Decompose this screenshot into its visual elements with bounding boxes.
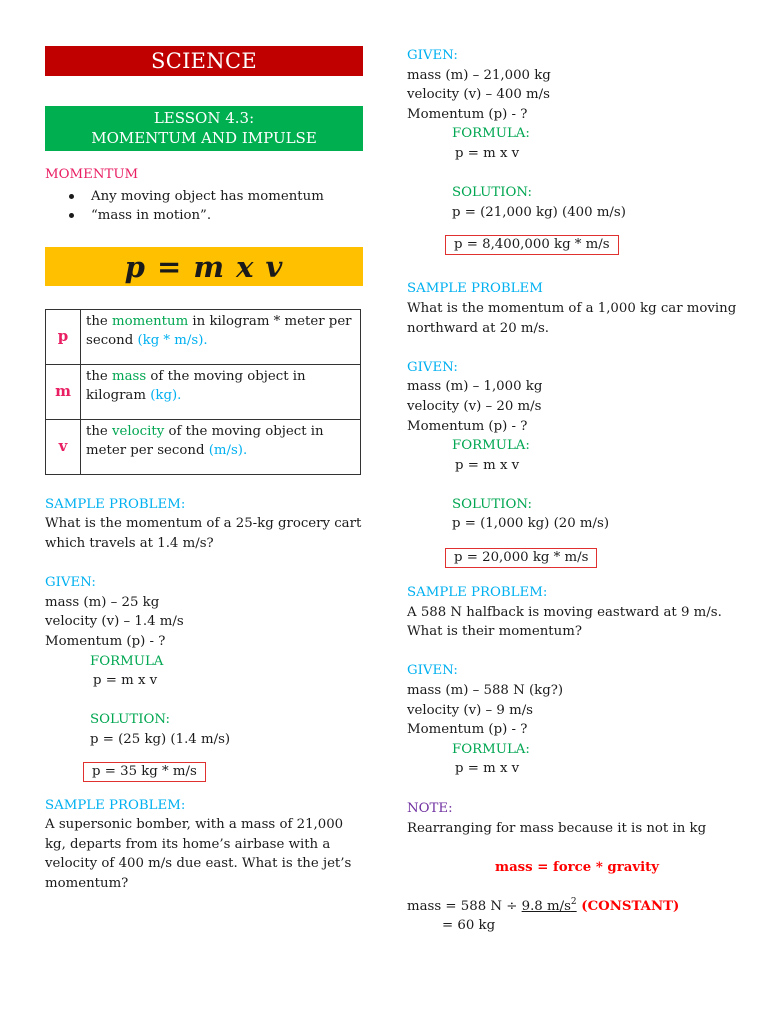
momentum-heading: MOMENTUM xyxy=(45,167,139,182)
formula-heading: FORMULA: xyxy=(452,126,530,142)
given-item: mass (m) – 588 N (kg?) xyxy=(407,683,564,699)
description-m xyxy=(81,364,361,419)
formula-line: p = m x v xyxy=(455,145,520,161)
problem-2-question xyxy=(45,796,363,894)
solution-line: p = (21,000 kg) (400 m/s) xyxy=(452,204,626,220)
solution-heading: SOLUTION: xyxy=(452,496,532,512)
given-item: velocity (v) – 400 m/s xyxy=(407,87,550,103)
key-term: velocity xyxy=(112,423,165,439)
left-column xyxy=(45,46,363,893)
right-column xyxy=(407,46,737,936)
given-item: velocity (v) – 1.4 m/s xyxy=(45,614,184,630)
bullet-item: “mass in motion”. xyxy=(91,206,363,226)
desc-text: the xyxy=(86,368,113,384)
subject-banner: SCIENCE xyxy=(45,46,363,76)
formula-line: p = m x v xyxy=(455,761,520,777)
given-item: mass (m) – 25 kg xyxy=(45,594,160,610)
note-text: Rearranging for mass because it is not in kg xyxy=(407,820,707,836)
description-v xyxy=(81,419,361,474)
symbol-p: p xyxy=(46,309,81,364)
desc-text: of the moving object in kilogram xyxy=(86,368,306,404)
formula-heading: FORMULA: xyxy=(452,741,530,757)
given-item: velocity (v) – 20 m/s xyxy=(407,398,542,414)
given-heading: GIVEN: xyxy=(407,359,458,375)
unit-text: (m/s). xyxy=(208,443,248,459)
note-section xyxy=(407,799,737,936)
table-row xyxy=(46,309,361,364)
lesson-banner xyxy=(45,106,363,151)
answer-box: p = 35 kg * m/s xyxy=(83,762,206,782)
answer-box: p = 20,000 kg * m/s xyxy=(445,548,597,568)
gravity-value xyxy=(521,896,577,914)
desc-text: the xyxy=(86,423,113,439)
mass-equation: mass = force * gravity xyxy=(495,860,659,876)
variables-table xyxy=(45,309,361,475)
given-item: Momentum (p) - ? xyxy=(45,633,166,649)
problem-question: What is the momentum of a 25-kg grocery cart which travels at 1.4 m/s? xyxy=(45,516,362,551)
mass-calculation xyxy=(407,897,737,917)
desc-text: in kilogram * meter per second xyxy=(86,313,352,349)
solution-heading: SOLUTION: xyxy=(452,185,532,201)
solution-heading: SOLUTION: xyxy=(90,712,170,728)
formula-line: p = m x v xyxy=(93,673,158,689)
table-row xyxy=(46,364,361,419)
exponent: 2 xyxy=(570,896,577,907)
problem-question: What is the momentum of a 1,000 kg car moving northward at 20 m/s. xyxy=(407,300,737,336)
problem-2-work xyxy=(407,46,737,255)
solution-line: p = (1,000 kg) (20 m/s) xyxy=(452,516,610,532)
problem-4 xyxy=(407,583,737,779)
given-item: Momentum (p) - ? xyxy=(407,106,528,122)
problem-heading: SAMPLE PROBLEM: xyxy=(45,496,186,512)
unit-text: (kg * m/s). xyxy=(137,333,208,349)
formula-heading: FORMULA xyxy=(90,653,164,669)
bullet-item: Any moving object has momentum xyxy=(91,187,363,207)
calc-prefix: mass = 588 N ÷ xyxy=(407,898,522,914)
constant-label: (CONSTANT) xyxy=(576,898,680,914)
given-heading: GIVEN: xyxy=(407,48,458,63)
gravity-number: 9.8 m/s xyxy=(521,898,571,914)
momentum-formula: p = m x v xyxy=(45,247,363,286)
given-item: velocity (v) – 9 m/s xyxy=(407,702,534,718)
solution-line: p = (25 kg) (1.4 m/s) xyxy=(90,731,231,747)
key-term: momentum xyxy=(112,313,189,329)
problem-heading: SAMPLE PROBLEM: xyxy=(407,585,548,601)
given-item: mass (m) – 21,000 kg xyxy=(407,67,551,83)
given-item: Momentum (p) - ? xyxy=(407,722,528,738)
table-row xyxy=(46,419,361,474)
given-item: Momentum (p) - ? xyxy=(407,418,528,434)
desc-text: the xyxy=(86,313,113,329)
given-heading: GIVEN: xyxy=(407,663,458,679)
lesson-title: MOMENTUM AND IMPULSE xyxy=(91,129,317,147)
answer-box: p = 8,400,000 kg * m/s xyxy=(445,235,619,255)
lesson-number: LESSON 4.3: xyxy=(153,109,255,127)
desc-text: of the moving object in meter per second xyxy=(86,423,324,459)
symbol-v: v xyxy=(46,419,81,474)
problem-heading: SAMPLE PROBLEM: xyxy=(45,797,186,813)
mass-result: = 60 kg xyxy=(442,918,496,934)
problem-question: A supersonic bomber, with a mass of 21,000 kg, departs from its home’s airbase with a velocity of 400 m/s due east. What is the jet’s momentum? xyxy=(45,817,352,891)
symbol-m: m xyxy=(46,364,81,419)
given-heading: GIVEN: xyxy=(45,575,96,591)
formula-heading: FORMULA: xyxy=(452,438,530,454)
problem-heading: SAMPLE PROBLEM xyxy=(407,281,543,297)
key-term: mass xyxy=(112,368,147,384)
unit-text: (kg). xyxy=(150,388,182,404)
problem-question: A 588 N halfback is moving eastward at 9 m/s. What is their momentum? xyxy=(407,604,722,640)
momentum-bullets xyxy=(45,187,363,226)
formula-line: p = m x v xyxy=(455,457,520,473)
problem-1 xyxy=(45,495,363,782)
problem-3 xyxy=(407,279,737,568)
description-p xyxy=(81,309,361,364)
note-heading: NOTE: xyxy=(407,801,453,816)
given-item: mass (m) – 1,000 kg xyxy=(407,379,543,395)
